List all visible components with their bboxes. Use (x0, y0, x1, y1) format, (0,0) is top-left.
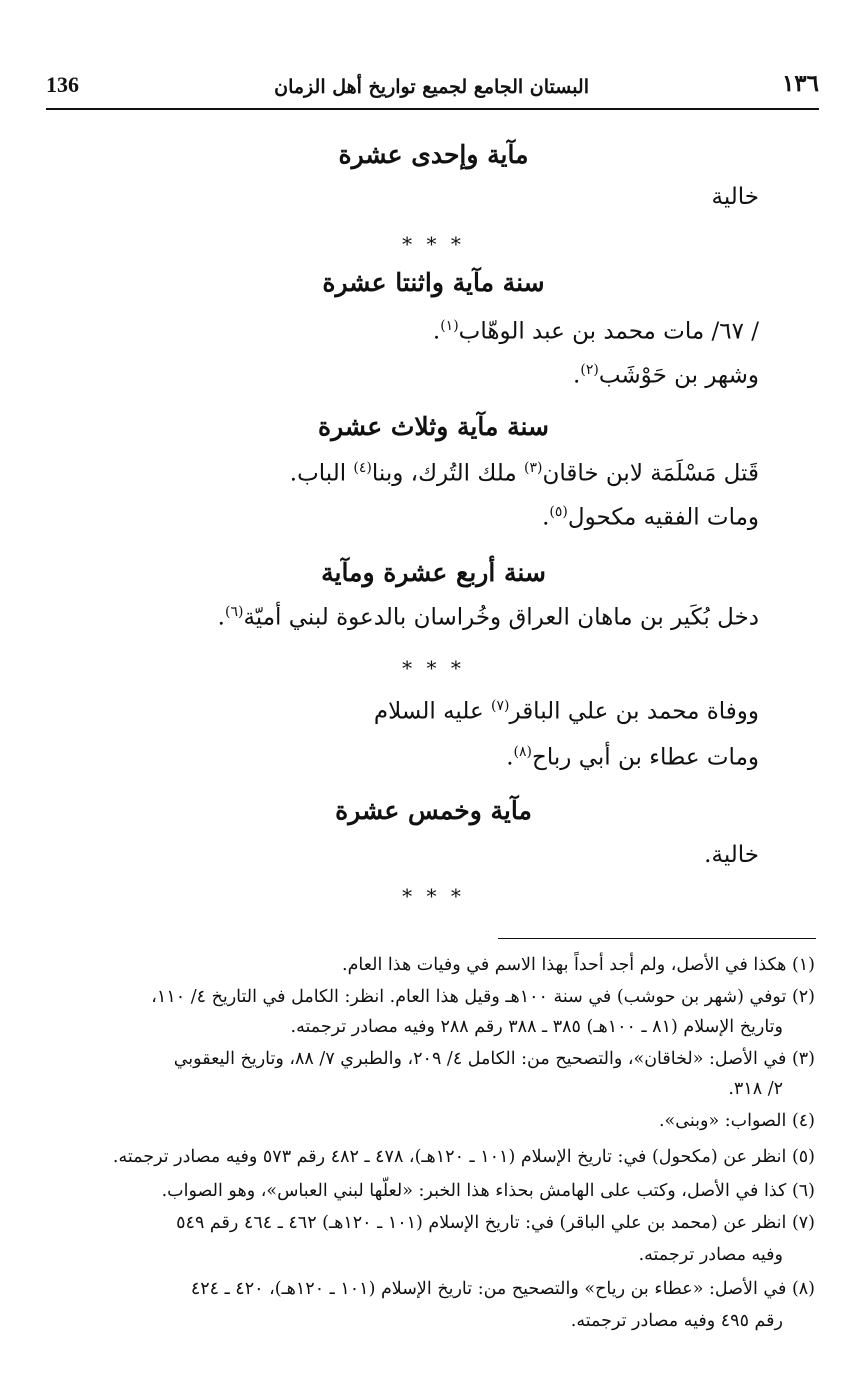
footnote-text: الصواب: «وبنى». (658, 1111, 787, 1131)
entry-text: الباب. (289, 460, 354, 487)
footnote-ref: (٥) (549, 504, 568, 520)
page-number-latin: 136 (46, 72, 79, 97)
section-heading: مآية وإحدى عشرة (338, 140, 529, 169)
entry-text: قَتل مَسْلَمَة لابن خاقان (542, 460, 759, 487)
footnote-number: (٥) (791, 1147, 815, 1167)
footnote-number: (١) (791, 955, 815, 975)
entry-line (433, 318, 759, 345)
footnote-text: في الأصل: «عطاء بن رياح» والتصحيح من: تاريخ الإسلام (١٠١ ـ ١٢٠هـ)، ٤٢٠ ـ ٤٢٤ (190, 1279, 787, 1299)
footnote (45, 982, 815, 1012)
page-header (46, 68, 819, 110)
separator-stars: * * * (402, 884, 465, 908)
footnote-continuation: وتاريخ الإسلام (٨١ ـ ١٠٠هـ) ٣٨٥ ـ ٣٨٨ رقم ٢٨٨ وفيه مصادر ترجمته. (290, 1017, 783, 1037)
footnote (45, 1044, 815, 1074)
footnote-ref: (٦) (224, 604, 244, 620)
entry-line (506, 744, 759, 771)
footnote-text: انظر عن (مكحول) في: تاريخ الإسلام (١٠١ ـ ١٢٠هـ)، ٤٧٨ ـ ٤٨٢ رقم ٥٧٣ وفيه مصادر ترجمته. (112, 1147, 787, 1167)
footnote (45, 950, 815, 980)
footnote-text: هكذا في الأصل، ولم أجد أحداً بهذا الاسم في وفيات هذا العام. (342, 955, 787, 975)
footnote-divider (498, 938, 816, 939)
footnote-text: توفي (شهر بن حوشب) في سنة ١٠٠هـ وقيل هذا العام. انظر: الكامل في التاريخ ٤/ ١١٠، (151, 987, 787, 1007)
separator-stars: * * * (402, 656, 465, 680)
entry-line: خالية. (704, 842, 759, 868)
footnote-number: (٦) (791, 1181, 815, 1201)
entry-line (573, 362, 759, 389)
section-heading: سنة مآية واثنتا عشرة (322, 268, 545, 297)
entry-punct: . (506, 744, 514, 771)
footnote-ref: (٨) (513, 744, 533, 760)
entry-text: وشهر بن حَوْشَب (598, 362, 759, 389)
entry-text: ووفاة محمد بن علي الباقر (509, 698, 759, 725)
footnote-continuation: وفيه مصادر ترجمته. (638, 1245, 783, 1265)
entry-text: / ٦٧/ مات محمد بن عبد الوهّاب (458, 318, 759, 345)
footnote-number: (٨) (791, 1279, 815, 1299)
entry-line (218, 604, 759, 631)
footnote (45, 1106, 815, 1136)
footnote-continuation: ٢/ ٣١٨. (728, 1079, 783, 1099)
footnote-number: (٢) (791, 987, 815, 1007)
running-title: البستان الجامع لجميع تواريخ أهل الزمان (274, 76, 589, 98)
section-heading: سنة مآية وثلاث عشرة (318, 412, 549, 441)
footnote-number: (٧) (791, 1213, 815, 1233)
footnote-text: انظر عن (محمد بن علي الباقر) في: تاريخ الإسلام (١٠١ ـ ١٢٠هـ) ٤٦٢ ـ ٤٦٤ رقم ٥٤٩ (176, 1213, 787, 1233)
entry-punct: . (542, 504, 550, 531)
footnote-ref: (٣) (524, 460, 543, 476)
entry-text: ومات عطاء بن أبي رباح (532, 744, 759, 771)
footnote-number: (٤) (791, 1111, 815, 1131)
footnote-ref: (٧) (491, 698, 510, 714)
footnote-continuation: رقم ٤٩٥ وفيه مصادر ترجمته. (570, 1311, 783, 1331)
entry-line (290, 460, 759, 487)
entry-line (374, 698, 759, 725)
footnote-ref: (٤) (353, 460, 372, 476)
footnote-ref: (٢) (580, 362, 599, 378)
footnote-text: في الأصل: «لخاقان»، والتصحيح من: الكامل ٤/ ٢٠٩، والطبري ٧/ ٨٨، وتاريخ اليعقوبي (173, 1049, 787, 1069)
footnote (45, 1208, 815, 1238)
entry-line: خالية (711, 184, 759, 210)
section-heading: مآية وخمس عشرة (335, 796, 532, 825)
entry-punct: . (432, 318, 441, 345)
section-heading: سنة أربع عشرة ومآية (321, 558, 546, 587)
footnote-ref: (١) (440, 318, 459, 334)
entry-line (542, 504, 759, 531)
entry-punct: . (573, 362, 581, 389)
footnote-number: (٣) (791, 1049, 815, 1069)
entry-punct: . (217, 604, 225, 631)
page-number-arabic: ١٣٦ (781, 70, 819, 97)
footnote (45, 1274, 815, 1304)
entry-text: دخل بُكَير بن ماهان العراق وخُراسان بالدعوة لبني أميّة (243, 604, 759, 631)
entry-text: ملك التُرك، وبنا (371, 460, 525, 487)
entry-text: ومات الفقيه مكحول (567, 504, 759, 531)
footnote-text: كذا في الأصل، وكتب على الهامش بحذاء هذا الخبر: «لعلّها لبني العباس»، وهو الصواب. (161, 1181, 787, 1201)
separator-stars: * * * (402, 232, 465, 256)
footnote (45, 1142, 815, 1172)
footnote (45, 1176, 815, 1206)
entry-text: عليه السلام (373, 698, 492, 725)
